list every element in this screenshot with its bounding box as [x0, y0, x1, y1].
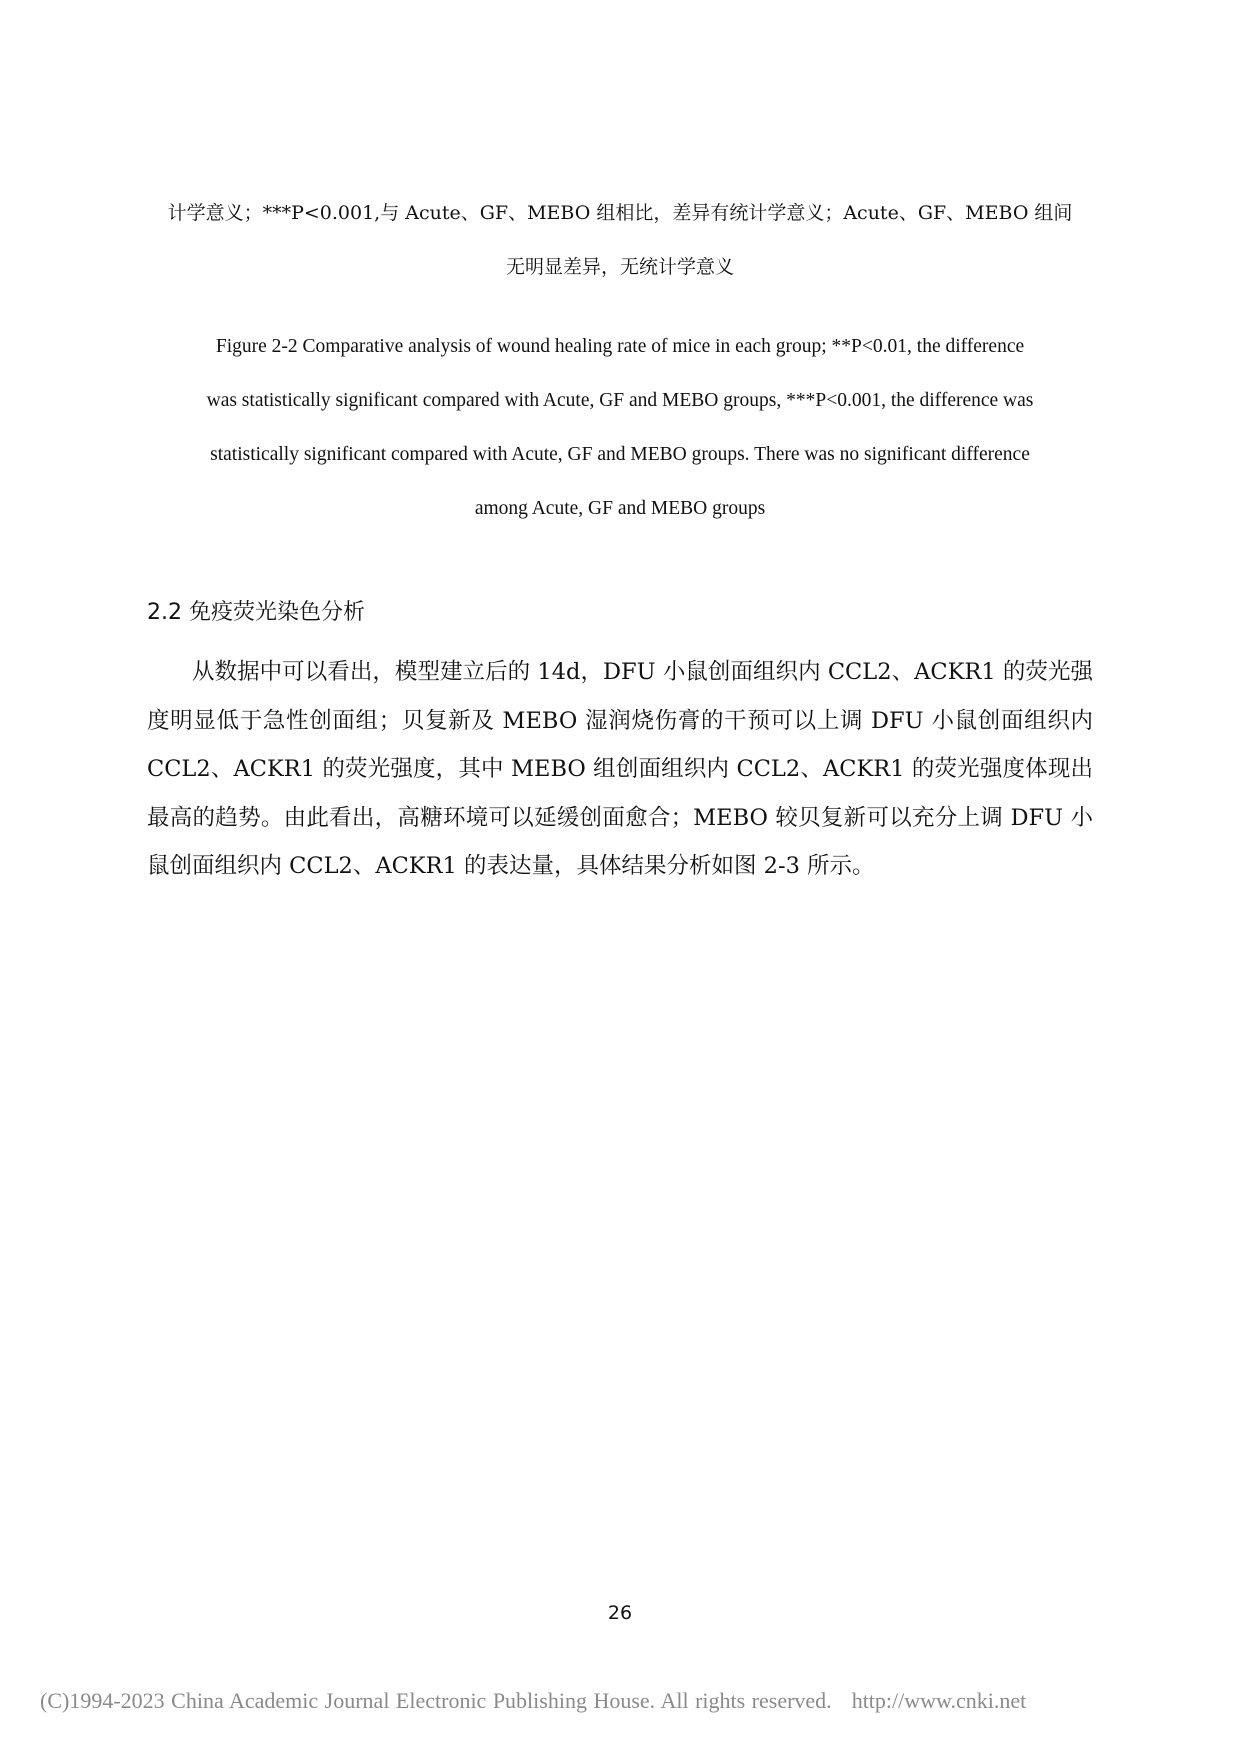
copyright-footer: [40, 1688, 1026, 1714]
caption-en-line-4: among Acute, GF and MEBO groups: [474, 498, 766, 519]
caption-cn-line-1: 计学意义；***P<0.001,与 Acute、GF、MEBO 组相比，差异有统计学意义；Acute、GF、MEBO 组间: [167, 202, 1073, 224]
body-paragraph: 从数据中可以看出，模型建立后的 14d，DFU 小鼠创面组织内 CCL2、ACKR1 的荧光强度明显低于急性创面组；贝复新及 MEBO 湿润烧伤膏的干预可以上调 DFU 小鼠创面组织内 CCL2、ACKR1 的荧光强度，其中 MEBO 组创面组织内 CCL2、ACKR1 的荧光强度体现出最高的趋势。由此看出，高糖环境可以延缓创面愈合；MEBO 较贝复新可以充分上调 DFU 小鼠创面组织内 CCL2、ACKR1 的表达量，具体结果分析如图 2-3 所示。: [147, 659, 1093, 879]
caption-cn-line-2: 无明显差异，无统计学意义: [505, 256, 734, 278]
figure-caption-en: [145, 320, 1095, 536]
page-number: 26: [607, 1602, 633, 1624]
caption-en-line-2: was statistically significant compared with Acute, GF and MEBO groups, ***P<0.001, the difference was: [206, 390, 1034, 411]
caption-en-line-1: Figure 2-2 Comparative analysis of wound healing rate of mice in each group; **P<0.01, the difference: [215, 336, 1025, 357]
caption-en-line-3: statistically significant compared with Acute, GF and MEBO groups. There was no significant difference: [210, 444, 1030, 465]
section-heading: 2.2 免疫荧光染色分析: [147, 600, 365, 625]
footer-url[interactable]: http://www.cnki.net: [851, 1688, 1027, 1713]
figure-caption-cn: [145, 186, 1095, 294]
copyright-text: (C)1994-2023 China Academic Journal Electronic Publishing House. All rights reserved.: [40, 1688, 832, 1713]
